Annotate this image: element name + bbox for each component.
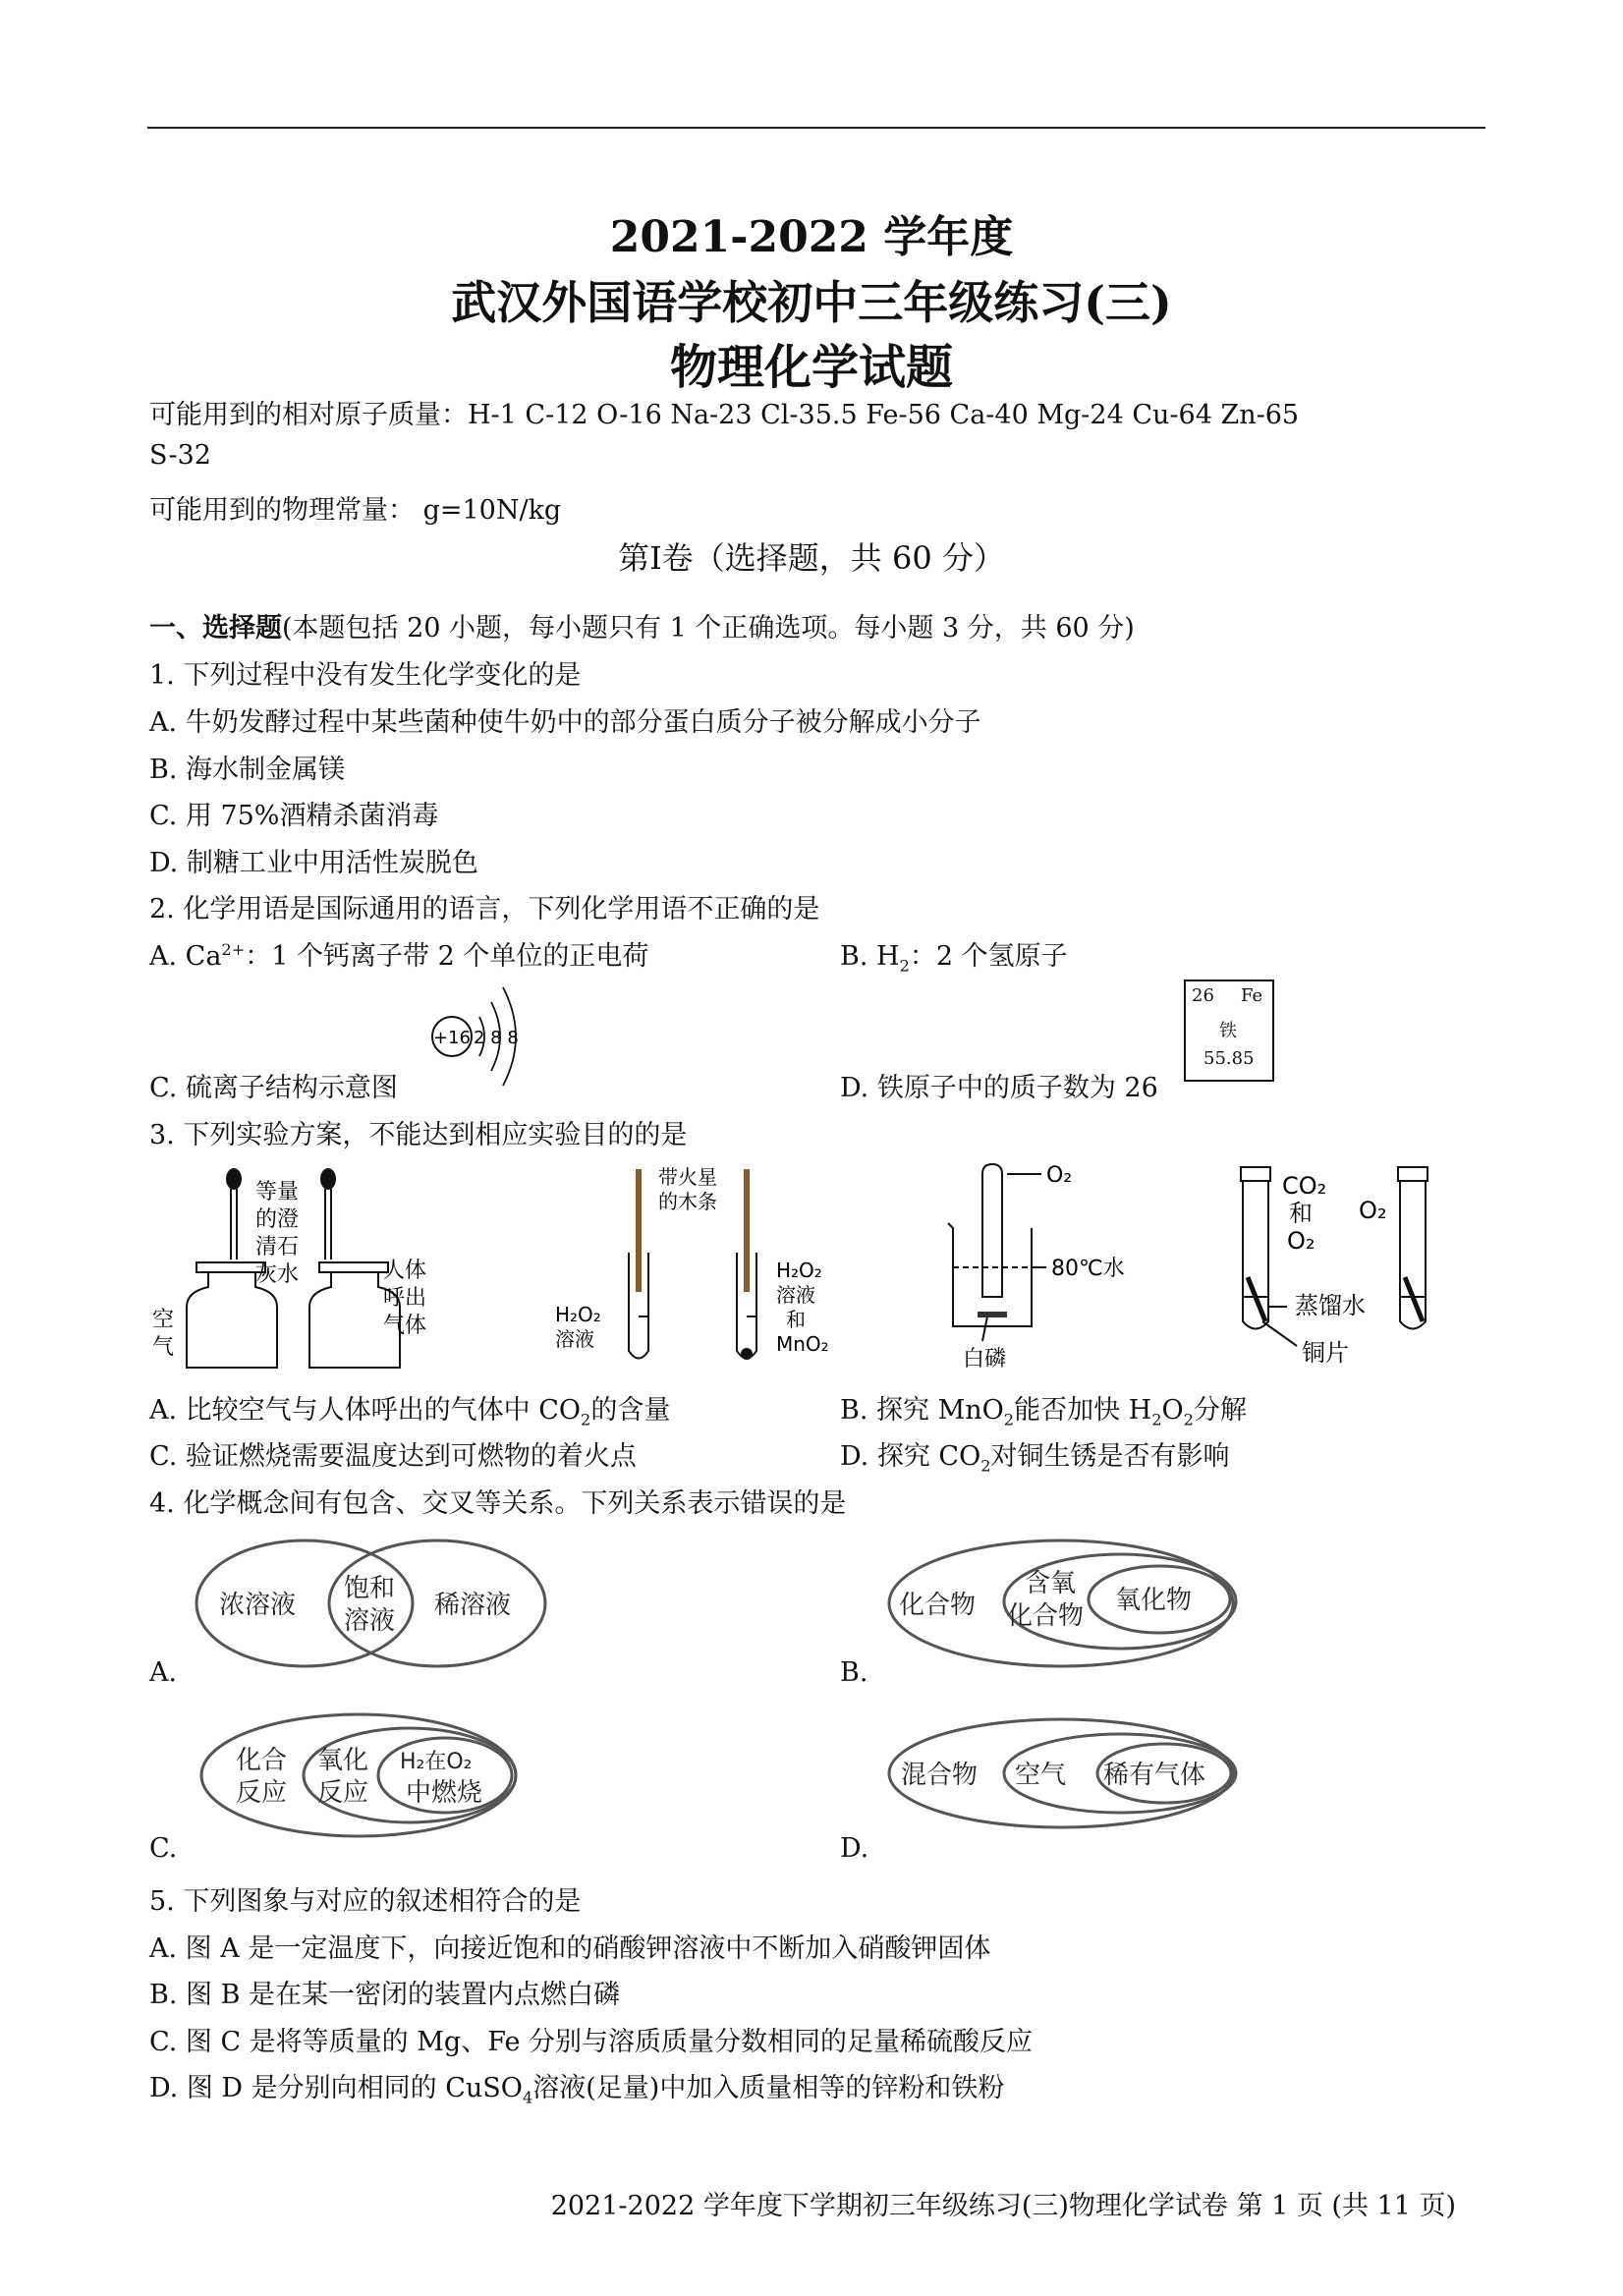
figb-top2: 的木条 [658,1190,717,1213]
vennc-mid1: 氧化 [317,1746,369,1775]
figa-l2: 的澄 [255,1207,300,1232]
venn-c [192,1705,545,1847]
atomic-mass-line1: 可能用到的相对原子质量：H-1 C-12 O-16 Na-23 Cl-35.5 Fe-56 Ca-40 Mg-24 Cu-64 Zn-65 [149,400,1300,430]
fe-mass: 55.85 [1203,1048,1255,1069]
part-label: 一、选择题 [149,613,282,644]
q3-d-post: 对铜生锈是否有影响 [990,1441,1230,1472]
vennc-outer1: 化合 [236,1746,288,1775]
vennd-outer: 混合物 [901,1761,979,1790]
q3-option-d [840,1434,1230,1475]
q2-a-post: ：1 个钙离子带 2 个单位的正电荷 [245,941,649,972]
q1-option-b: B. 海水制金属镁 [149,755,346,785]
figa-air1: 空 [152,1308,175,1332]
part-heading [149,606,1135,644]
vennc-mid2: 反应 [317,1778,369,1808]
venn-d [879,1705,1253,1847]
q3-b-post: 分解 [1193,1395,1247,1426]
ion-nucleus: +16 [433,1028,471,1048]
q3-option-b [840,1388,1247,1428]
physical-constants: 可能用到的物理常量： g=10N/kg [149,495,562,526]
q5-option-a: A. 图 A 是一定温度下，向接近饱和的硝酸钾溶液中不断加入硝酸钾固体 [149,1933,991,1964]
vennd-inner: 稀有气体 [1103,1761,1206,1790]
fe-symbol: Fe [1241,985,1263,1006]
figd-cu: 铜片 [1302,1339,1349,1367]
figb-left2: 溶液 [555,1327,594,1351]
q2-a-sup: 2+ [221,940,246,959]
figa-air2: 气 [152,1335,175,1360]
figb-top1: 带火星 [658,1165,717,1189]
q3-d-pre: D. 探究 CO [840,1441,981,1472]
q3-option-c: C. 验证燃烧需要温度达到可燃物的着火点 [149,1441,637,1472]
figa-r1: 人体 [383,1259,427,1283]
q5-stem: 5. 下列图象与对应的叙述相符合的是 [149,1886,582,1917]
page-footer: 2021-2022 学年度下学期初三年级练习(三)物理化学试卷 第 1 页 (共 11 页) [550,2191,1456,2221]
q3-a-pre: A. 比较空气与人体呼出的气体中 CO [149,1395,582,1426]
figd-and: 和 [1289,1200,1313,1227]
q3-b-mid2: O [1161,1395,1184,1426]
q3-b-pre: B. 探究 MnO [840,1395,1004,1426]
ion-shells: 2 8 8 [474,1028,519,1048]
vennb-outer: 化合物 [899,1591,977,1620]
sulfur-ion-diagram [422,973,550,1095]
vennc-in2: 中燃烧 [406,1778,483,1808]
header-rule [147,127,1485,129]
figc-o2: O₂ [1046,1163,1073,1188]
fe-name: 铁 [1219,1021,1237,1041]
figa-r2: 呼出 [383,1286,427,1311]
q3-figure-d [1218,1159,1483,1380]
figc-p: 白磷 [963,1347,1007,1372]
figc-water: 80℃水 [1051,1257,1125,1281]
q5-d-sub: 4 [522,2088,533,2107]
q5-d-pre: D. 图 D 是分别向相同的 CuSO [149,2073,523,2103]
q3-option-a [149,1388,670,1428]
q3-b-sub2: 2 [1151,1410,1162,1429]
q4-option-d: D. [840,1833,869,1864]
q2-stem: 2. 化学用语是国际通用的语言，下列化学用语不正确的是 [149,894,820,924]
figd-o2b: O₂ [1359,1197,1387,1224]
q3-figure-c [933,1159,1159,1380]
figb-right1: H₂O₂ [776,1259,822,1282]
part-desc: (本题包括 20 小题，每小题只有 1 个正确选项。每小题 3 分，共 60 分) [282,613,1135,644]
q3-a-sub: 2 [581,1410,591,1429]
q1-option-c: C. 用 75%酒精杀菌消毒 [149,801,439,831]
vennc-outer2: 反应 [236,1778,288,1808]
exam-year: 2021-2022 学年度 [609,212,1014,262]
figb-right3: 和 [786,1308,806,1331]
q4-option-b: B. [840,1657,868,1688]
q4-stem: 4. 化学概念间有包含、交叉等关系。下列关系表示错误的是 [149,1488,847,1519]
q3-b-sub: 2 [1003,1410,1015,1429]
figb-left1: H₂O₂ [555,1303,601,1326]
q3-figure-a [147,1159,442,1380]
q5-option-c: C. 图 C 是将等质量的 Mg、Fe 分别与溶质质量分数相同的足量稀硫酸反应 [149,2027,1034,2057]
figa-r3: 气体 [383,1314,427,1338]
q4-option-c: C. [149,1833,178,1864]
q2-b-pre: B. H [840,941,900,972]
q5-d-post: 溶液(足量)中加入质量相等的锌粉和铁粉 [532,2073,1005,2103]
exam-school: 武汉外国语学校初中三年级练习(三) [451,276,1172,329]
q5-option-b: B. 图 B 是在某一密闭的装置内点燃白磷 [149,1980,621,2010]
vennb-inner: 氧化物 [1115,1586,1193,1615]
vennd-mid: 空气 [1015,1761,1067,1790]
fe-number: 26 [1192,985,1214,1006]
q1-stem: 1. 下列过程中没有发生化学变化的是 [149,660,582,691]
q1-option-a: A. 牛奶发酵过程中某些菌种使牛奶中的部分蛋白质分子被分解成小分子 [149,707,981,738]
q2-option-b [840,934,1068,975]
figd-water: 蒸馏水 [1295,1292,1366,1319]
figb-right4: MnO₂ [776,1332,829,1356]
figa-top: 等量 [255,1180,300,1204]
q2-a-pre: A. Ca [149,941,222,972]
vennb-mid2: 化合物 [1007,1601,1085,1631]
venna-right: 稀溶液 [434,1591,512,1620]
q3-b-sub3: 2 [1183,1410,1194,1429]
figa-l3: 清石 [255,1235,300,1260]
venna-mid2: 溶液 [344,1606,396,1636]
q2-b-post: ：2 个氢原子 [909,941,1068,972]
q5-option-d [149,2066,1004,2106]
q3-b-mid: 能否加快 H [1014,1395,1152,1426]
venna-mid1: 饱和 [344,1574,396,1603]
q2-option-d: D. 铁原子中的质子数为 26 [840,1073,1158,1103]
q3-stem: 3. 下列实验方案，不能达到相应实验目的的是 [149,1120,688,1150]
q2-b-sub: 2 [899,956,910,976]
exam-subject: 物理化学试题 [669,340,953,395]
q3-a-post: 的含量 [590,1395,671,1426]
q3-figure-b [540,1159,855,1380]
venna-left: 浓溶液 [219,1591,297,1620]
figa-l4: 灰水 [255,1262,300,1287]
figb-right2: 溶液 [776,1283,815,1307]
section-title: 第Ⅰ卷（选择题，共 60 分） [618,539,1005,577]
figd-o2: O₂ [1287,1227,1315,1255]
q2-option-c: C. 硫离子结构示意图 [149,1073,398,1103]
figd-co2: CO₂ [1282,1172,1327,1200]
venn-b [879,1533,1253,1675]
atomic-mass-line2: S-32 [149,440,211,471]
q4-option-a: A. [149,1657,178,1688]
q2-option-a [149,934,648,973]
vennb-mid1: 含氧 [1025,1569,1077,1598]
venn-a [192,1533,555,1675]
vennc-in1: H₂在O₂ [400,1750,473,1774]
q1-option-d: D. 制糖工业中用活性炭脱色 [149,848,478,878]
q3-d-sub: 2 [980,1456,991,1476]
fe-element-card [1184,980,1274,1082]
